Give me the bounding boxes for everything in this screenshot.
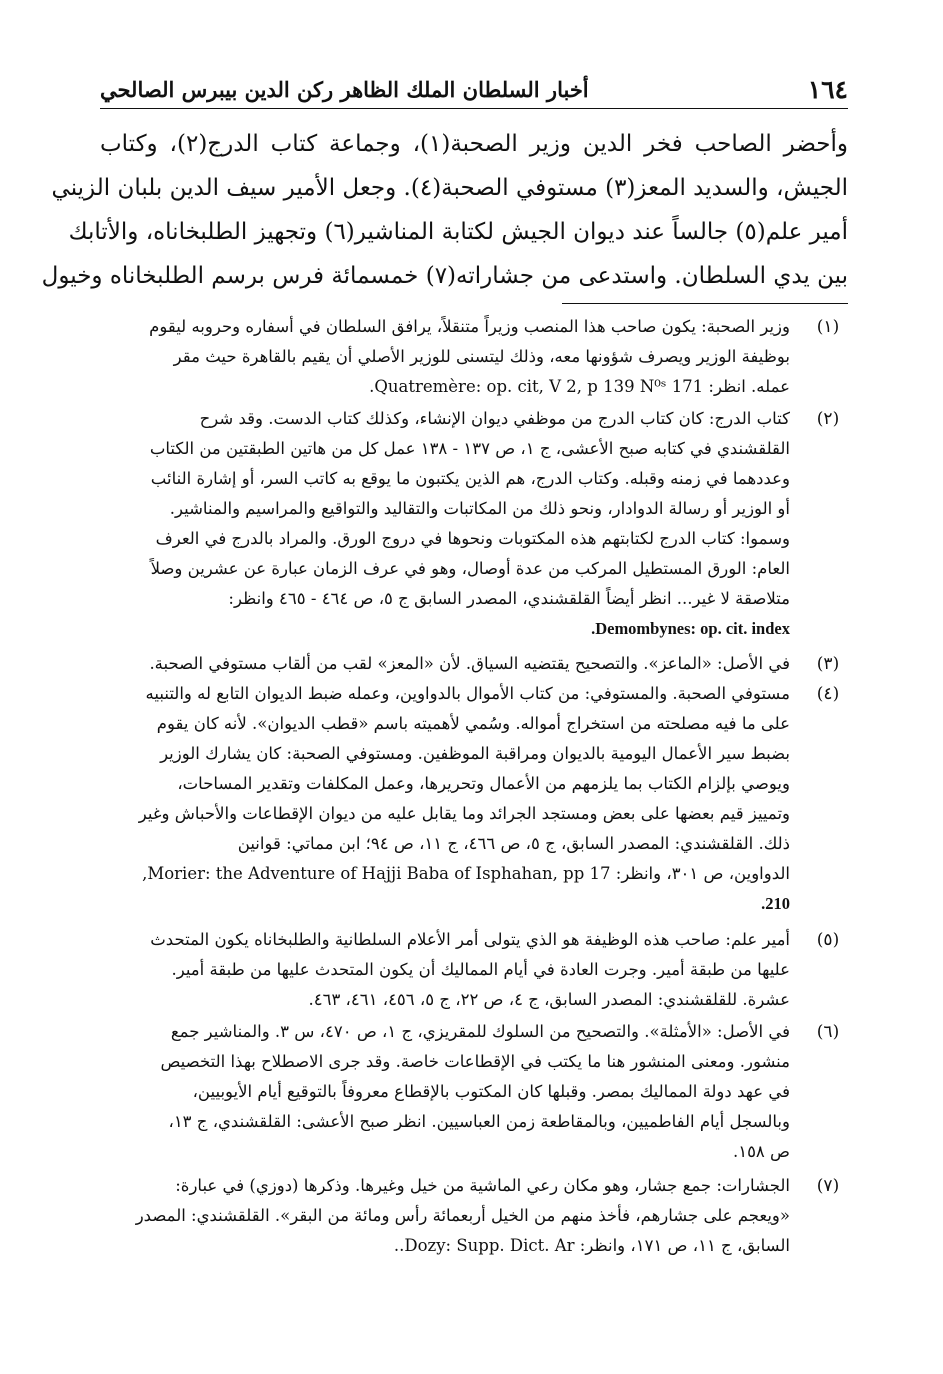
footnote-line: في عهد دولة المماليك بمصر. وقبلها كان المكتوب بالإقطاع معروفاً بالتوقيع أيام الأيوبيين، xyxy=(192,1082,790,1101)
footnote-line: بوظيفة الوزير ويصرف شؤونها معه، وذلك ليتسنى للوزير الأصلي أن يقيم بالقاهرة حيث مقر xyxy=(173,347,790,366)
running-title: أخبار السلطان الملك الظاهر ركن الدين بيبرس الصالحي xyxy=(100,77,589,102)
footnote-line: الجشارات: جمع جشار، وهو مكان رعي الماشية من خيل وغيرها. وذكرها (دوزي) في عبارة: xyxy=(175,1176,790,1195)
footnote-line: Demombynes: op. cit. index. xyxy=(591,619,790,638)
footnote-number: (١) xyxy=(816,317,840,337)
footnote-line: وعددهما في زمنه وقبله. وكتاب الدرج، هم الذين يكتبون ما يوقع به كاتب السر، أو إشارة النائب xyxy=(150,469,790,488)
footnote-line: على ما فيه مصلحته من استخراج أمواله. وسُمي لأهميته باسم «قطب الديوان». لأنه كان يقوم xyxy=(156,714,790,733)
footnotes xyxy=(100,312,848,1263)
page-number: ١٦٤ xyxy=(807,75,848,104)
footnote-2 xyxy=(100,404,848,649)
footnote-line: عشرة. للقلقشندي: المصدر السابق، ج ٤، ص ٢٢، ج ٥، ٤٥٦، ٤٦١، ٤٦٣. xyxy=(308,990,790,1009)
footnote-number: (٣) xyxy=(816,654,840,674)
footnote-3 xyxy=(100,649,848,679)
footnote-line: القلقشندي في كتابه صبح الأعشى، ج ١، ص ١٣٧ - ١٣٨ عمل كل من هاتين الطبقتين من الكتاب xyxy=(149,439,790,458)
footnote-5 xyxy=(100,925,848,1017)
footnote-line: 210. xyxy=(761,894,790,913)
footnote-line: متلاصقة لا غير... انظر أيضاً القلقشندي، المصدر السابق ج ٥، ص ٤٦٤ - ٤٦٥ وانظر: xyxy=(228,589,790,608)
main-text xyxy=(41,122,848,298)
footnote-line: بضبط سير الأعمال اليومية بالديوان ومراقبة الموظفين. ومستوفي الصحبة: كان يشارك الوزير xyxy=(160,744,790,763)
footnote-line: ويوصي بإلزام الكتاب بما يلزمهم من الأعمال وتحريرها، وعمل المكلفات وتقدير المساحات، xyxy=(177,774,790,793)
footnote-line: أمير علم: صاحب هذه الوظيفة هو الذي يتولى أمر الأعلام السلطانية والطلبخاناه يكون المتحدث xyxy=(150,930,790,949)
main-text-line: الجيش، والسديد المعز(٣) مستوفي الصحبة(٤). وجعل الأمير سيف الدين بلبان الزيني xyxy=(51,175,848,201)
footnote-line: كتاب الدرج: كان كتاب الدرج من موظفي ديوان الإنشاء، وكذلك كتاب الدست. وقد شرح xyxy=(199,409,790,428)
footnote-line: العام: الورق المستطيل المركب من عدة أوصال، وهو في عرف الزمان عبارة عن عشرين وصلاً xyxy=(150,559,790,578)
footnote-1 xyxy=(100,312,848,404)
footnote-line: في الأصل: «الأمثلة». والتصحيح من السلوك للمقريزي، ج ١، ص ٤٧٠، س ٣. والمناشير جمع xyxy=(170,1022,790,1041)
footnote-line: الدواوين، ص ٣٠١، وانظر: Morier: the Adventure of Hajji Baba of Isphahan, pp 17, xyxy=(142,864,790,883)
footnote-7 xyxy=(100,1171,848,1263)
footnote-line: في الأصل: «الماعز». والتصحيح يقتضيه السياق. لأن «المعز» لقب من ألقاب مستوفي الصحبة. xyxy=(149,654,790,673)
footnote-number: (٤) xyxy=(816,684,840,704)
footnote-number: (٥) xyxy=(816,930,840,950)
footnote-line: عليها من طبقة أمير. وجرت العادة في أيام المماليك أن يكون المتحدث عليها من طبقة أمير. xyxy=(171,960,790,979)
footnote-line: مستوفي الصحبة. والمستوفي: من كتاب الأموال بالدواوين، وعمله ضبط الديوان التابع له والتنبيه xyxy=(145,684,790,703)
footnote-line: وتمييز قيم بعضها على بعض ومستجد الجرائد وما يقابل عليه من ديوان الإقطاعات والأحباش وغير xyxy=(138,804,790,823)
footnote-line: عمله. انظر: Quatremère: op. cit, V 2, p 139 N⁰ˢ 171. xyxy=(369,377,790,396)
footnote-6 xyxy=(100,1017,848,1171)
page-header xyxy=(100,70,848,109)
footnote-line: أو الوزير أو رسالة الدوادار، ونحو ذلك من المكاتبات والتقاليد والتواقيع والمراسيم والمناشير. xyxy=(169,499,790,518)
footnote-line: منشور. ومعنى المنشور هنا ما يكتب في الإقطاعات خاصة. وقد جرى الاصطلاح بهذا التخصيص xyxy=(160,1052,790,1071)
footnote-line: ذلك. القلقشندي: المصدر السابق، ج ٥، ص ٤٦٦، ج ١١، ص ٩٤؛ ابن مماتي: قوانين xyxy=(237,834,790,853)
footnote-separator xyxy=(562,303,848,304)
footnote-line: ص ١٥٨. xyxy=(732,1142,790,1161)
footnote-line: السابق، ج ١١، ص ١٧١، وانظر: Dozy: Supp. Dict. Ar.. xyxy=(393,1236,790,1255)
main-text-line: وأحضر الصاحب فخر الدين وزير الصحبة(١)، وجماعة كتاب الدرج(٢)، وكتاب xyxy=(100,131,848,157)
footnote-line: وبالسجل أيام الفاطميين، وبالمقاطعة زمن العباسيين. انظر صبح الأعشى: القلقشندي، ج ١٣، xyxy=(168,1112,790,1131)
footnote-number: (٢) xyxy=(816,409,840,429)
main-text-line: بين يدي السلطان. واستدعى من جشاراته(٧) خمسمائة فرس برسم الطلبخاناه وخيول xyxy=(41,263,848,289)
footnote-number: (٦) xyxy=(816,1022,840,1042)
main-text-line: أمير علم(٥) جالساً عند ديوان الجيش لكتابة المناشير(٦) وتجهيز الطلبخاناه، والأتابك xyxy=(68,219,848,245)
footnote-line: وسموا: كتاب الدرج لكتابتهم هذه المكتوبات ونحوها في دروج الورق. والمراد بالدرج في العرف xyxy=(155,529,790,548)
footnote-line: «ويعجم على جشارهم، فأخذ منهم من الخيل أربعمائة رأس ومائة من البقر». القلقشندي: المصدر xyxy=(135,1206,790,1225)
footnote-4 xyxy=(100,679,848,925)
footnote-number: (٧) xyxy=(816,1176,840,1196)
footnote-line: وزير الصحبة: يكون صاحب هذا المنصب وزيراً متنقلاً، يرافق السلطان في أسفاره وحروبه ليقوم xyxy=(149,317,790,336)
